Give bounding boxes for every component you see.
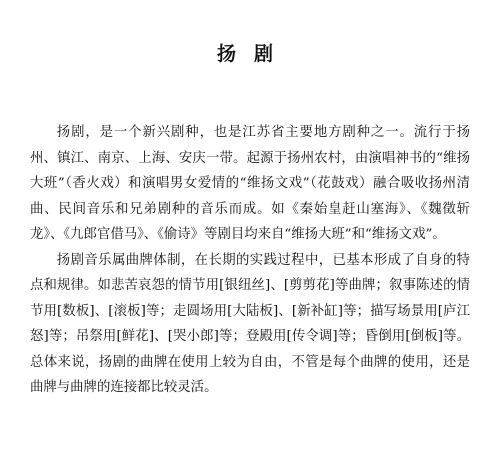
- document-body: [30, 120, 470, 401]
- paragraph-2: 扬剧音乐属曲牌体制，在长期的实践过程中，已基本形成了自身的特点和规律。如悲苦哀怨的情节用[银纽丝]、[剪剪花]等曲牌；叙事陈述的情节用[数板]、[滚板]等；走圆场用[大陆板]、[新补缸]等；描写场景用[庐江怒]等；吊祭用[鲜花]、[哭小郎]等；登殿用[传令调]等；昏倒用[倒板]等。总体来说，扬剧的曲牌在使用上较为自由，不管是每个曲牌的使用，还是曲牌与曲牌的连接都比较灵活。: [30, 252, 470, 395]
- paragraph-1: 扬剧，是一个新兴剧种，也是江苏省主要地方剧种之一。流行于扬州、镇江、南京、上海、安庆一带。起源于扬州农村，由演唱神书的“维扬大班”（香火戏）和演唱男女爱情的“维扬文戏”（花鼓戏）融合吸收扬州清曲、民间音乐和兄弟剧种的音乐而成。如《秦始皇赶山塞海》、《魏徵斩龙》、《九郎官借马》、《偷诗》等剧目均来自“维扬大班”和“维扬文戏”。: [30, 125, 470, 242]
- page-title: 扬剧: [216, 43, 291, 65]
